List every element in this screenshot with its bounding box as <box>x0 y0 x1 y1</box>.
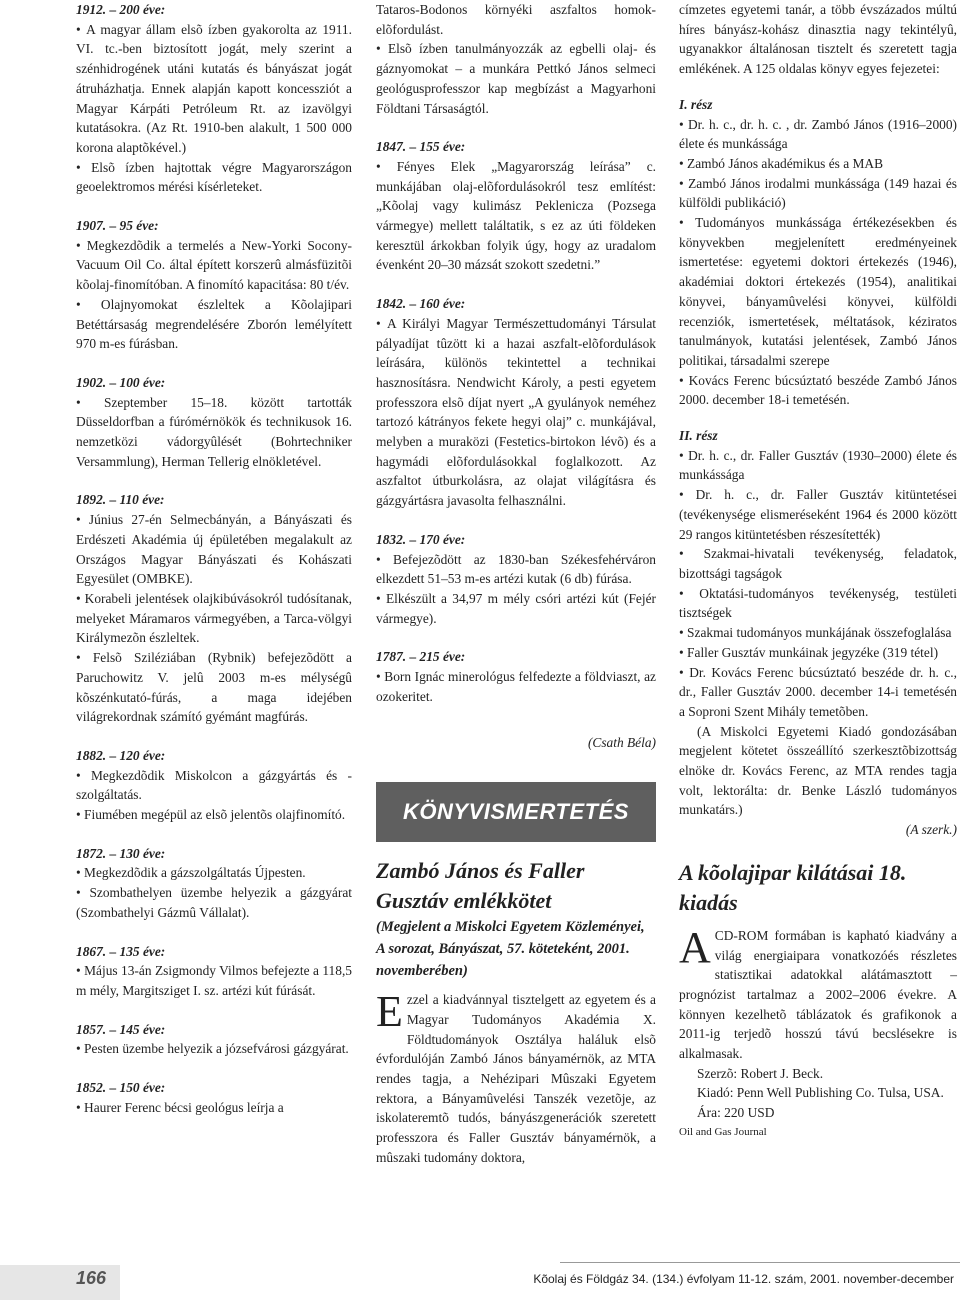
spacer <box>376 628 656 647</box>
bullet-item: • Megkezdõdik Miskolcon a gázgyártás és -szolgáltatás. <box>76 766 352 805</box>
footer-divider <box>560 1262 960 1263</box>
year-heading: 1912. – 200 éve: <box>76 2 166 17</box>
bullet-item: • Oktatási-tudományos tevékenység, testületi tisztségek <box>679 584 957 623</box>
spacer <box>76 197 352 216</box>
year-heading: 1902. – 100 éve: <box>76 374 166 390</box>
article-price: Ára: 220 USD <box>697 1105 775 1121</box>
editor-credit: (A szerk.) <box>905 822 957 838</box>
book-title: Zambó János és Faller Gusztáv emlékkötet <box>376 858 585 914</box>
part-one-list <box>679 115 957 411</box>
bullet-item: • Dr. h. c., dr. Faller Gusztáv (1930–2000) élete és munkássága <box>679 446 957 485</box>
spacer <box>76 354 352 373</box>
bullet-item: • Korabeli jelentések olajkibúvásokról tudósítanak, melyeket Máramaros vármegyében, a Tarca-völgyi Királymezõn észleltek. <box>76 589 352 648</box>
year-heading: 1907. – 95 éve: <box>76 218 159 234</box>
page-number: 166 <box>76 1268 107 1288</box>
bullet-item: • Tudományos munkássága értékezésekben és könyvekben megjelenített eredményeinek ismertetése: egyetemi doktori értekezés (1946), akadémiai doktori értekezés (1954), analitikai könyvei, bányamûvelési könyvei, külföldi recenziók, ismertetések, méltatások, kéziratos tanulmányok, kutatási jelentések, Zambó János politikai, társadalmi szerepe <box>679 213 957 371</box>
author-credit: (Csath Béla) <box>587 734 656 750</box>
spacer <box>76 825 352 844</box>
spacer <box>76 923 352 942</box>
article-body <box>679 922 957 1064</box>
review-continuation: címzetes egyetemi tanár, a több évszázados múltú híres bányász-kohász dinasztia nagy tekintélyû, ugyanakkor általánosan tisztelt és szeretett tagja emlékének. A 125 oldalas könyv egyes fejezetei: <box>679 2 957 77</box>
article-heading: A kõolajipar kilátásai 18. kiadás <box>679 859 907 915</box>
bullet-item: • Szakmai-hivatali tevékenység, feladatok, bizottsági tagságok <box>679 544 957 583</box>
bullet-item: • Szombathelyen üzembe helyezik a gázgyárat (Szombathelyi Gázmû Vállalat). <box>76 883 352 922</box>
bullet-item: • Június 27-én Selmecbányán, a Bányászati és Erdészeti Akadémia új épületében megalakult az Országos Magyar Bányászati és Kohászati Egyesület (OMBKE). <box>76 510 352 589</box>
section-banner: KÖNYVISMERTETÉS <box>376 782 656 842</box>
bullet-item: • Haurer Ferenc bécsi geológus leírja a <box>76 1098 352 1118</box>
bullet-item: • Szeptember 15–18. között tartották Düsseldorfban a fúrómérnökök és technikusok 16. nemzetközi vádorgyûlését (Bohrtechniker Versammlung), Herman Tellerig elnökletével. <box>76 393 352 472</box>
spacer <box>76 727 352 746</box>
year-heading: 1847. – 155 éve: <box>376 139 466 155</box>
spacer <box>376 511 656 530</box>
year-heading: 1872. – 130 éve: <box>76 845 166 861</box>
bullet-item: • Felsõ Sziléziában (Rybnik) befejezõdött a Paruchowitz V. jelû 2003 m-es mélységû kõszénkutató-fúrás, a maga idejében világrekordnak számító gyémánt magfúrás. <box>76 648 352 727</box>
spacer <box>376 275 656 294</box>
bullet-item: • Faller Gusztáv munkáinak jegyzéke (319 tétel) <box>679 643 957 663</box>
bullet-item: • Megkezdõdik a gázszolgáltatás Újpesten. <box>76 863 352 883</box>
bullet-item: • Fiumében megépül az elsõ jelentõs olajfinomító. <box>76 805 352 825</box>
bullet-item: • Elsõ ízben hajtottak végre Magyarországon geoelektromos mérési kísérleteket. <box>76 158 352 197</box>
year-heading: 1842. – 160 éve: <box>376 296 466 312</box>
bullet-item: • Befejezõdött az 1830-ban Székesfehérváron elkezdett 51–53 m-es artézi kutak (6 db) fúrása. <box>376 550 656 589</box>
column-right <box>679 0 957 1143</box>
bullet-item: • Május 13-án Zsigmondy Vilmos befejezte a 118,5 m mély, Margitsziget I. sz. artézi kút fúrását. <box>76 961 352 1000</box>
article-source: Oil and Gas Journal <box>679 1125 767 1138</box>
bullet-item: • Dr. Kovács Ferenc búcsúztató beszéde dr. h. c., dr., Faller Gusztáv 2000. december 14-i temetésén a Soproni Szent Mihály temetõben. <box>679 663 957 722</box>
bullet-item: • Elkészült a 34,97 m mély csóri artézi kút (Fejér vármegye). <box>376 589 656 628</box>
anniversary-list <box>376 118 656 706</box>
continuation-text: Tataros-Bodonos környéki aszfaltos homok-elõfordulást. <box>376 2 656 37</box>
bullet-item: • Dr. h. c., dr. h. c. , dr. Zambó János (1916–2000) élete és munkássága <box>679 115 957 154</box>
article-text: CD-ROM formában is kapható kiadvány a világ energiaipara vonatkozóés részletes statisztikai adatokkal alátámasztott – prognózist tartalmaz a 2002–2006 évekre. A könnyen kezelhetõ táblázatok és grafikonok a 2011-ig terjedõ hosszú távú becslésekre is alkalmasak. <box>679 927 957 1062</box>
part-two-heading: II. rész <box>679 428 718 444</box>
year-heading: 1852. – 150 éve: <box>76 1080 166 1096</box>
bullet-item: • Pesten üzembe helyezik a józsefvárosi gázgyárat. <box>76 1039 352 1059</box>
part-one-heading: I. rész <box>679 96 713 112</box>
column-left <box>76 0 352 1117</box>
book-review-text: zzel a kiadvánnyal tisztelgett az egyetem és a Magyar Tudományos Akadémia X. Földtudományok Osztálya haláluk elsõ évfordulóján Zambó János bányamérnök, az MTA rendes tagja, a Nehézipari Mûszaki Egyetem rektora, a Bányamûvelési Tanszék vezetõje, az iskolateremtõ tudós, bányászgenerációk szeretett professzora és Faller Gusztáv bányamérnök, a mûszaki tudomány doktora, <box>376 992 656 1165</box>
part-two-list <box>679 446 957 722</box>
bullet-item: • A magyar állam elsõ ízben gyakorolta az 1911. VI. tc.-ben biztosított jogát, mely szerint a szénhidrogének utáni kutatás és bányászat jogát átruházhatja. Ennek alapján kapott koncessziót a Magyar Kárpáti Petróleum Rt. az izavölgyi kutatásokra. (Az Rt. 1910-ben alakult, 1 500 000 korona alaptõkével.) <box>76 20 352 158</box>
bullet-item: • Szakmai tudományos munkájának összefoglalása <box>679 623 957 643</box>
spacer <box>376 118 656 137</box>
bullet-item: • Kovács Ferenc búcsúztató beszéde Zambó János 2000. december 18-i temetésén. <box>679 371 957 410</box>
article-author: Szerzõ: Robert J. Beck. <box>697 1065 824 1081</box>
bullet-item: • Fényes Elek „Magyarország leírása” c. munkájában olaj-elõfordulásokról tesz említést: „Kõolaj vagy kulimász Peklenicza (Pozsega vármegye) mellett találtatik, s ez az úti földeken keresztül árkokban folyik úgy, hogy az uradalom évenként 20–30 mázsát szokott szedetni.” <box>376 157 656 275</box>
year-heading: 1787. – 215 éve: <box>376 649 466 665</box>
bullet-item: • Olajnyomokat észleltek a Kõolajipari Betéttársaság megrendelésére Zborón lemélyített 970 m-es fúrásban. <box>76 295 352 354</box>
bullet-item: • Elsõ ízben tanulmányozzák az egbelli olaj- és gáznyomokat – a munkára Pettkó János selmeci geológusprofesszor kap megbízást a Magyarhoni Földtani Társaságtól. <box>376 39 656 118</box>
year-heading: 1867. – 135 éve: <box>76 943 166 959</box>
book-review-body <box>376 987 656 1167</box>
book-subtitle: (Megjelent a Miskolci Egyetem Közleményei, A sorozat, Bányászat, 57. köteteként, 2001. novemberében) <box>376 919 645 980</box>
spacer <box>76 471 352 490</box>
editor-note: (A Miskolci Egyetemi Kiadó gondozásában megjelent kötetet összeállító szerkesztõbizottság elnöke dr. Kovács Ferenc, az MTA rendes tagja volt, lektorálta: dr. Benke László tudományos munkatárs.) <box>679 723 957 818</box>
year-heading: 1882. – 120 éve: <box>76 747 166 763</box>
journal-footer: Kõolaj és Földgáz 34. (134.) évfolyam 11-12. szám, 2001. november-december <box>533 1272 954 1286</box>
drop-cap: A <box>679 922 711 972</box>
spacer <box>76 1001 352 1020</box>
year-heading: 1857. – 145 éve: <box>76 1021 166 1037</box>
article-publisher: Kiadó: Penn Well Publishing Co. Tulsa, USA. <box>697 1085 944 1101</box>
spacer <box>76 1059 352 1078</box>
bullet-item: • Zambó János irodalmi munkássága (149 hazai és külföldi publikáció) <box>679 174 957 213</box>
column-middle <box>376 0 656 1168</box>
bullet-item: • Zambó János akadémikus és a MAB <box>679 154 957 174</box>
bullet-item: • Born Ignác minerológus felfedezte a földviaszt, az ozokeritet. <box>376 667 656 706</box>
year-heading: 1832. – 170 éve: <box>376 531 466 547</box>
continuation-items <box>376 39 656 118</box>
year-heading: 1892. – 110 éve: <box>76 492 165 508</box>
drop-cap: E <box>376 987 403 1037</box>
bullet-item: • A Királyi Magyar Természettudományi Társulat pályadíjat tûzött ki a hazai aszfalt-elõfordulások leírására, különös tekintettel a technikai hasznosításra. Nendwicht Károly, a pesti egyetem professzora elsõ díjat nyert „A gyulányok neméhez tartozó kátrányos fekete hegyi olaj” c. munkájával, melyben a muraközi (Festetics-birtokon lévõ) és a hagymádi elõfordulásokkal foglalkozott. Az aszfaltot útburkolásra, az olajat világításra és gázgyártásra javasolta felhasználni. <box>376 314 656 511</box>
bullet-item: • Megkezdõdik a termelés a New-Yorki Socony-Vacuum Oil Co. által épített korszerû almásfüzitõi kõolaj-finomítóban. A finomító kapacitása: 80 t/év. <box>76 236 352 295</box>
bullet-item: • Dr. h. c., dr. Faller Gusztáv kitüntetései (tevékenysége elismeréseként 1964 és 2000 között 29 rangos kitüntetésben részesítették) <box>679 485 957 544</box>
